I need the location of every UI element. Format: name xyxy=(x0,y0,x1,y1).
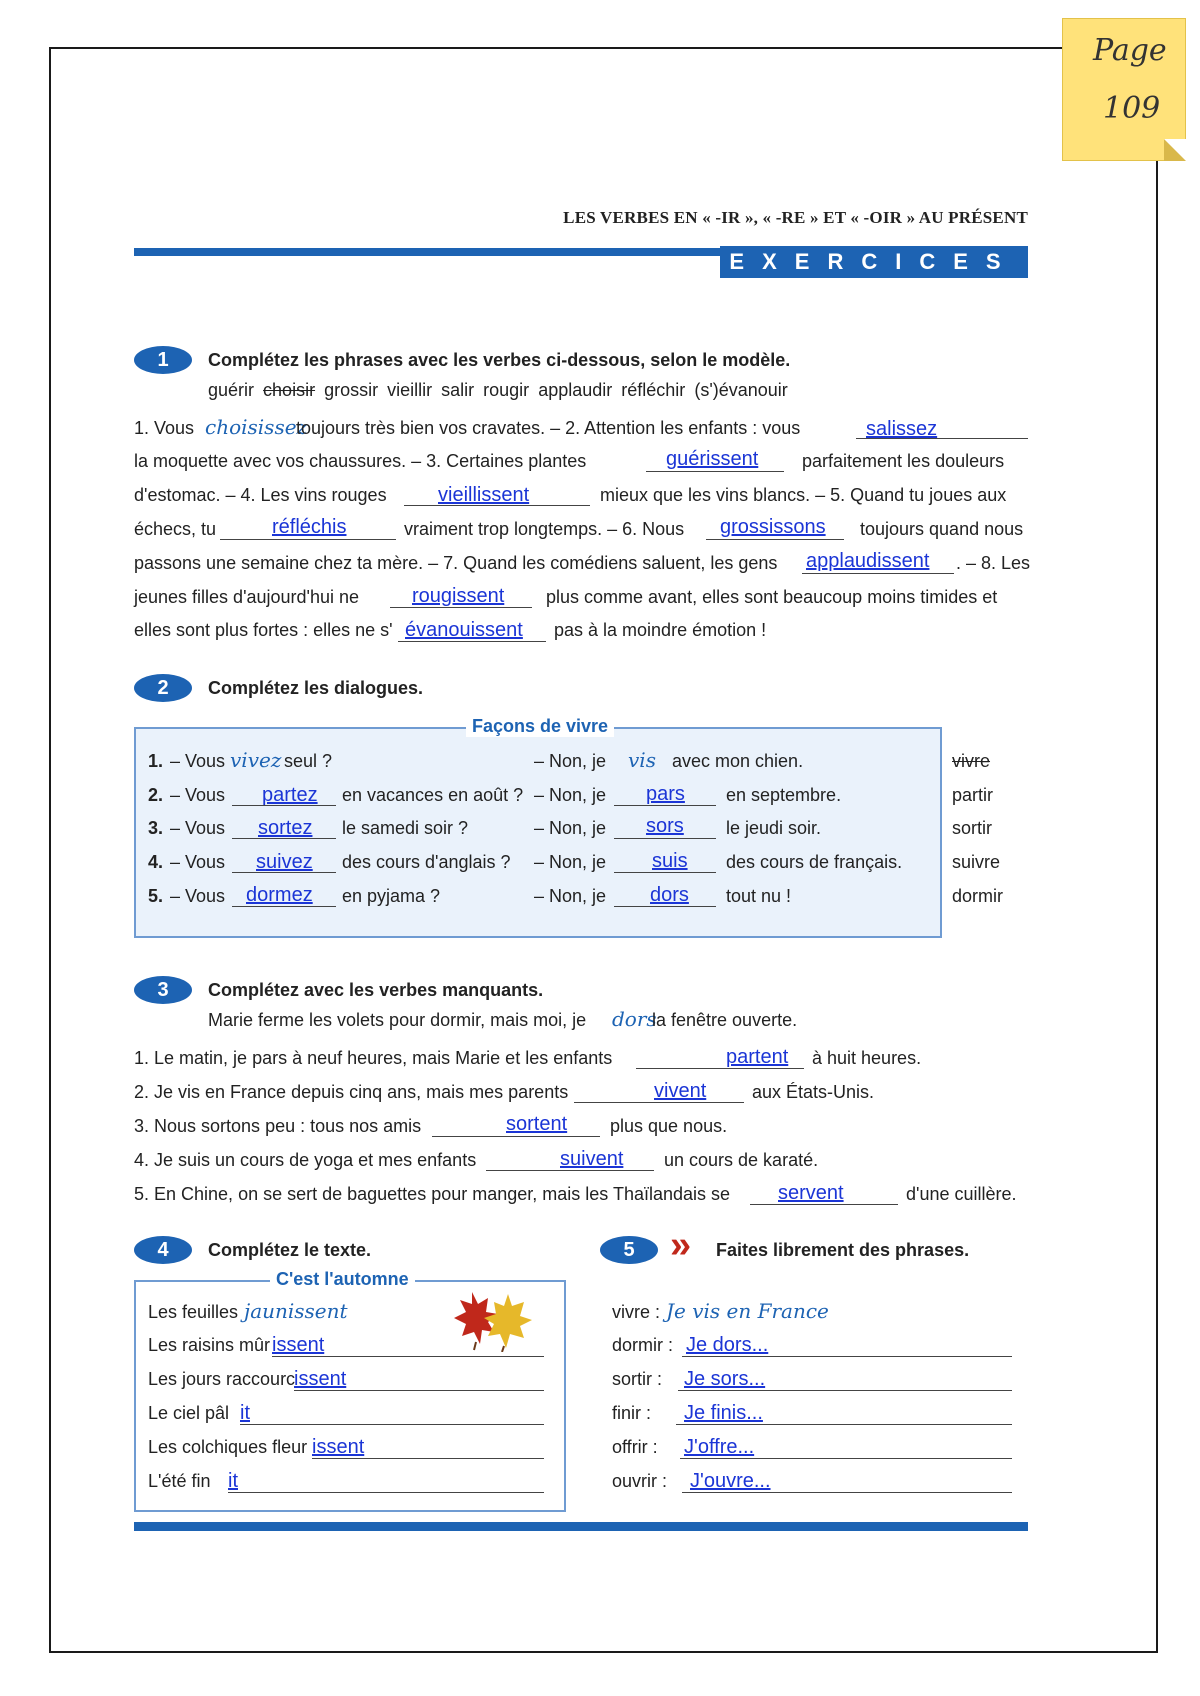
text-segment: toujours quand nous xyxy=(860,519,1024,539)
verb-item: grossir xyxy=(324,380,379,400)
sentence: 2. Je vis en France depuis cinq ans, mais mes parents xyxy=(134,1082,569,1102)
verb-list xyxy=(208,380,788,401)
text-segment: échecs, tu xyxy=(134,519,217,539)
answer-text[interactable]: vieillissent xyxy=(438,484,530,506)
answer-text[interactable]: partez xyxy=(262,784,318,806)
exercise-2-badge: 2 xyxy=(134,674,192,702)
answer-text[interactable]: sortez xyxy=(258,817,313,839)
dialogue-r: – Non, je xyxy=(534,852,607,872)
answer-blank xyxy=(614,838,716,839)
text-line: Les colchiques fleur xyxy=(148,1437,308,1457)
dialogue-q: des cours d'anglais ? xyxy=(342,852,511,872)
verb-item: salir xyxy=(441,380,475,400)
answer-text[interactable]: salissez xyxy=(866,418,938,440)
answer-text[interactable]: Je dors... xyxy=(686,1334,769,1356)
answer-blank xyxy=(706,539,844,540)
sentence: un cours de karaté. xyxy=(664,1150,819,1170)
sentence: d'une cuillère. xyxy=(906,1184,1017,1204)
answer-text[interactable]: issent xyxy=(272,1334,325,1356)
free-verb: sortir : xyxy=(612,1369,663,1389)
answer-text[interactable]: Je sors... xyxy=(684,1368,766,1390)
answer-text[interactable]: suivez xyxy=(256,851,313,873)
dialogue-r: en septembre. xyxy=(726,785,842,805)
text-segment: passons une semaine chez ta mère. – 7. Quand les comédiens saluent, les gens xyxy=(134,553,778,573)
model-sentence: la fenêtre ouverte. xyxy=(652,1010,798,1030)
answer-text[interactable]: issent xyxy=(312,1436,365,1458)
answer-text[interactable]: sors xyxy=(646,815,684,837)
exercise-1-instruction: Complétez les phrases avec les verbes ci-dessous, selon le modèle. xyxy=(208,350,791,370)
free-verb: ouvrir : xyxy=(612,1471,668,1491)
sentence: 4. Je suis un cours de yoga et mes enfants xyxy=(134,1150,477,1170)
text-segment: jeunes filles d'aujourd'hui ne xyxy=(134,587,360,607)
model-answer: choisissez xyxy=(205,415,308,439)
answer-blank xyxy=(432,1136,600,1137)
sticky-note xyxy=(1062,18,1186,161)
dialogue-q: le samedi soir ? xyxy=(342,818,469,838)
dialogue-r: des cours de français. xyxy=(726,852,903,872)
answer-text[interactable]: J'ouvre... xyxy=(690,1470,771,1492)
sentence: plus que nous. xyxy=(610,1116,728,1136)
text-segment: d'estomac. – 4. Les vins rouges xyxy=(134,485,387,505)
text-segment: toujours très bien vos cravates. – 2. Attention les enfants : vous xyxy=(296,418,801,438)
text-segment: parfaitement les douleurs xyxy=(802,451,1005,471)
answer-text[interactable]: dormez xyxy=(246,884,313,906)
text-segment: pas à la moindre émotion ! xyxy=(554,620,767,640)
answer-text[interactable]: it xyxy=(228,1470,238,1492)
sentence: 3. Nous sortons peu : tous nos amis xyxy=(134,1116,422,1136)
text-segment: 1. Vous xyxy=(134,418,195,438)
text-line: Les raisins mûr xyxy=(148,1335,271,1355)
sticky-note-line-1: Page xyxy=(1093,33,1167,68)
exercise-1-badge: 1 xyxy=(134,346,192,374)
exercise-3-instruction: Complétez avec les verbes manquants. xyxy=(208,980,544,1000)
sentence: 1. Le matin, je pars à neuf heures, mais Marie et les enfants xyxy=(134,1048,613,1068)
text-segment: plus comme avant, elles sont beaucoup moins timides et xyxy=(546,587,998,607)
answer-text[interactable]: Je finis... xyxy=(684,1402,763,1424)
dialogue-num: 5. xyxy=(148,886,164,906)
sentence: à huit heures. xyxy=(812,1048,922,1068)
text-segment: la moquette avec vos chaussures. – 3. Certaines plantes xyxy=(134,451,587,471)
answer-text[interactable]: suis xyxy=(652,850,688,872)
dialogue-verb: dormir xyxy=(952,886,1004,906)
exercices-banner: EXERCICES xyxy=(720,246,1028,278)
dialogue-q: en pyjama ? xyxy=(342,886,441,906)
exercise-3-badge: 3 xyxy=(134,976,192,1004)
answer-text[interactable]: rougissent xyxy=(412,585,505,607)
verb-item: rougir xyxy=(483,380,530,400)
free-verb: finir : xyxy=(612,1403,652,1423)
answer-text[interactable]: servent xyxy=(778,1182,844,1204)
autumn-leaves-icon xyxy=(452,1286,534,1352)
footer-rule xyxy=(134,1522,1028,1531)
answer-blank xyxy=(240,1424,544,1425)
dialogue-q: en vacances en août ? xyxy=(342,785,524,805)
model-answer: vivez xyxy=(230,748,282,772)
dialogue-num: 3. xyxy=(148,818,164,838)
sentence: 5. En Chine, on se sert de baguettes pour manger, mais les Thaïlandais se xyxy=(134,1184,731,1204)
answer-text[interactable]: dors xyxy=(650,884,689,906)
answer-blank xyxy=(802,573,954,574)
text-segment: . – 8. Les xyxy=(956,553,1031,573)
text-box-title: C'est l'automne xyxy=(270,1269,415,1290)
text-line: Le ciel pâl xyxy=(148,1403,230,1423)
dialogue-num: 4. xyxy=(148,852,164,872)
answer-text[interactable]: applaudissent xyxy=(806,550,930,572)
answer-blank xyxy=(646,471,784,472)
text-segment: elles sont plus fortes : elles ne s' xyxy=(134,620,393,640)
free-verb: offrir : xyxy=(612,1437,658,1457)
sentence: aux États-Unis. xyxy=(752,1082,875,1102)
free-verb: vivre : xyxy=(612,1302,661,1322)
model-answer: jaunissent xyxy=(244,1299,348,1323)
dialogue-box-title: Façons de vivre xyxy=(466,716,614,737)
dialogue-r: tout nu ! xyxy=(726,886,792,906)
dialogue-num: 2. xyxy=(148,785,164,805)
answer-blank xyxy=(220,539,396,540)
dialogue-q: seul ? xyxy=(284,751,333,771)
dialogue-r: – Non, je xyxy=(534,818,607,838)
verb-item: guérir xyxy=(208,380,255,400)
text-segment: mieux que les vins blancs. – 5. Quand tu joues aux xyxy=(600,485,1007,505)
verb-item: réfléchir xyxy=(621,380,686,400)
exercise-5-instruction: Faites librement des phrases. xyxy=(716,1240,970,1260)
dialogue-r: – Non, je xyxy=(534,785,607,805)
model-answer: dors xyxy=(612,1007,657,1031)
dialogue-q: – Vous xyxy=(170,751,226,771)
sticky-note-fold xyxy=(1164,139,1186,161)
answer-text[interactable]: partent xyxy=(726,1046,789,1068)
verb-item: choisir xyxy=(263,380,316,400)
answer-text[interactable]: vivent xyxy=(654,1080,707,1102)
answer-blank xyxy=(228,1492,544,1493)
dialogue-r: – Non, je xyxy=(534,886,607,906)
answer-text[interactable]: J'offre... xyxy=(684,1436,755,1458)
model-sentence: Marie ferme les volets pour dormir, mais moi, je xyxy=(208,1010,587,1030)
exercise-5-badge: 5 xyxy=(600,1236,658,1264)
answer-text[interactable]: it xyxy=(240,1402,250,1424)
verb-item: applaudir xyxy=(538,380,613,400)
answer-text[interactable]: sortent xyxy=(506,1113,568,1135)
sticky-note-line-2: 109 xyxy=(1103,91,1161,126)
dialogue-num: 1. xyxy=(148,751,164,771)
answer-text[interactable]: pars xyxy=(646,783,685,805)
answer-text[interactable]: suivent xyxy=(560,1148,624,1170)
dialogue-r: le jeudi soir. xyxy=(726,818,822,838)
answer-text[interactable]: réfléchis xyxy=(272,516,347,538)
model-answer: Je vis en France xyxy=(666,1299,829,1323)
free-verb: dormir : xyxy=(612,1335,674,1355)
model-answer: vis xyxy=(628,748,656,772)
dialogue-q: – Vous xyxy=(170,886,226,906)
text-segment: vraiment trop longtemps. – 6. Nous xyxy=(404,519,685,539)
dialogue-q: – Vous xyxy=(170,818,226,838)
text-line: Les jours raccourc xyxy=(148,1369,296,1389)
exercise-4-instruction: Complétez le texte. xyxy=(208,1240,372,1260)
text-line: L'été fin xyxy=(148,1471,211,1491)
dialogue-verb: suivre xyxy=(952,852,1001,872)
dialogue-verb: vivre xyxy=(952,751,991,771)
answer-text[interactable]: issent xyxy=(294,1368,347,1390)
double-chevron-icon: » xyxy=(670,1224,692,1266)
dialogue-verb: partir xyxy=(952,785,994,805)
dialogue-verb: sortir xyxy=(952,818,992,838)
text-line: Les feuilles xyxy=(148,1302,239,1322)
answer-text[interactable]: grossissons xyxy=(720,516,826,538)
dialogue-q: – Vous xyxy=(170,852,226,872)
exercise-2-instruction: Complétez les dialogues. xyxy=(208,678,424,698)
dialogue-q: – Vous xyxy=(170,785,226,805)
verb-item: vieillir xyxy=(387,380,433,400)
verb-item: (s')évanouir xyxy=(694,380,788,400)
dialogue-r: – Non, je xyxy=(534,751,607,771)
exercise-4-badge: 4 xyxy=(134,1236,192,1264)
answer-text[interactable]: guérissent xyxy=(666,448,759,470)
header-rule xyxy=(134,248,724,256)
answer-text[interactable]: évanouissent xyxy=(405,619,523,641)
dialogue-r: avec mon chien. xyxy=(672,751,804,771)
running-head: LES VERBES EN « -IR », « -RE » ET « -OIR » AU PRÉSENT xyxy=(563,208,1028,227)
